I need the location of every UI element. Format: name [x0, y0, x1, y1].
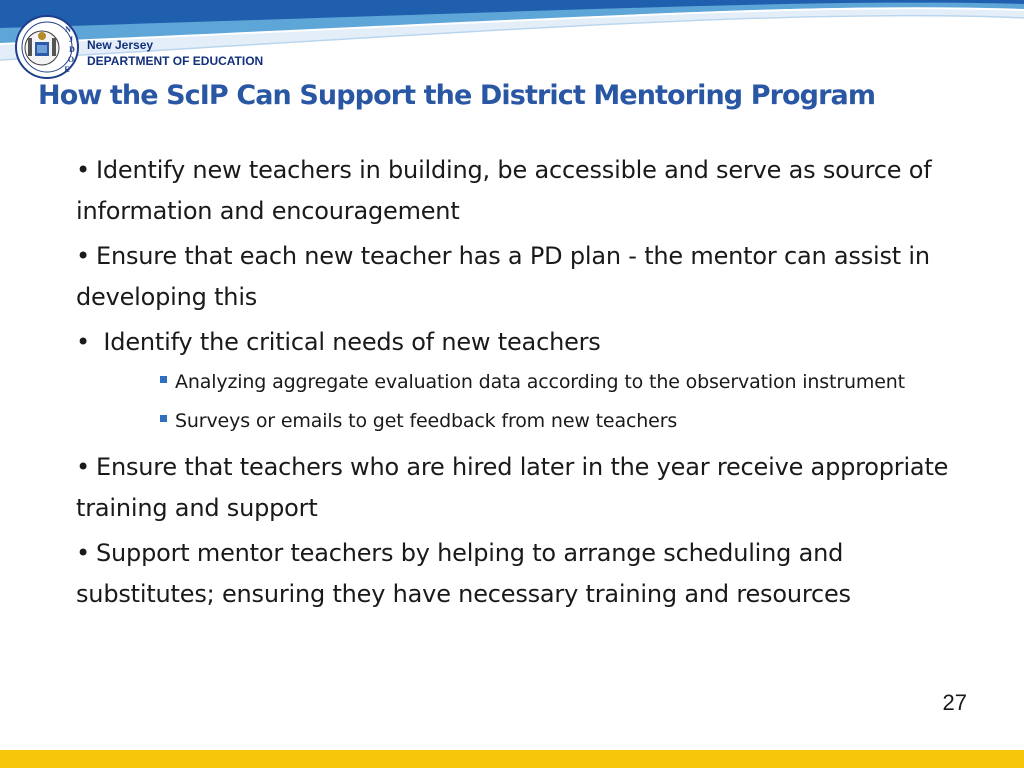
- square-bullet-icon: [160, 415, 167, 422]
- bullet-text: Identify new teachers in building, be accessible and serve as source of information and encouragement: [76, 156, 932, 225]
- bullet-dot-icon: •: [76, 453, 90, 481]
- seal-letter-j: J: [69, 35, 73, 44]
- square-bullet-icon: [160, 376, 167, 383]
- bullet-list: [76, 150, 956, 619]
- sub-bullet-item: [160, 365, 956, 400]
- seal-letter-e: E: [64, 65, 70, 74]
- org-name: [87, 37, 263, 69]
- bullet-text: Ensure that each new teacher has a PD plan - the mentor can assist in developing this: [76, 242, 930, 311]
- sub-bullet-text: Analyzing aggregate evaluation data according to the observation instrument: [175, 371, 905, 393]
- page-number: 27: [942, 690, 967, 715]
- bullet-text: Support mentor teachers by helping to arrange scheduling and substitutes; ensuring they have necessary training and resources: [76, 539, 851, 608]
- bullet-item: [76, 447, 956, 529]
- footer-band: [0, 750, 1024, 768]
- bullet-text: Identify the critical needs of new teachers: [96, 328, 601, 356]
- bullet-text: Ensure that teachers who are hired later in the year receive appropriate training and support: [76, 453, 949, 522]
- seal-letter-o: O: [67, 55, 75, 64]
- bullet-dot-icon: •: [76, 328, 90, 356]
- bullet-dot-icon: •: [76, 242, 90, 270]
- seal-letter-d: D: [69, 45, 75, 54]
- bullet-dot-icon: •: [76, 539, 90, 567]
- bullet-dot-icon: •: [76, 156, 90, 184]
- bullet-item: [76, 236, 956, 318]
- slide-title: How the ScIP Can Support the District Mentoring Program: [38, 80, 876, 111]
- sub-bullet-item: [160, 404, 956, 439]
- org-line-1: New Jersey: [87, 38, 154, 52]
- nj-state-seal-icon: [14, 14, 80, 80]
- bullet-item: [76, 533, 956, 615]
- sub-bullet-text: Surveys or emails to get feedback from new teachers: [175, 410, 678, 432]
- org-line-2: DEPARTMENT OF EDUCATION: [87, 54, 264, 68]
- seal-letter-n: N: [65, 25, 71, 34]
- bullet-item: [76, 322, 956, 363]
- bullet-item: [76, 150, 956, 232]
